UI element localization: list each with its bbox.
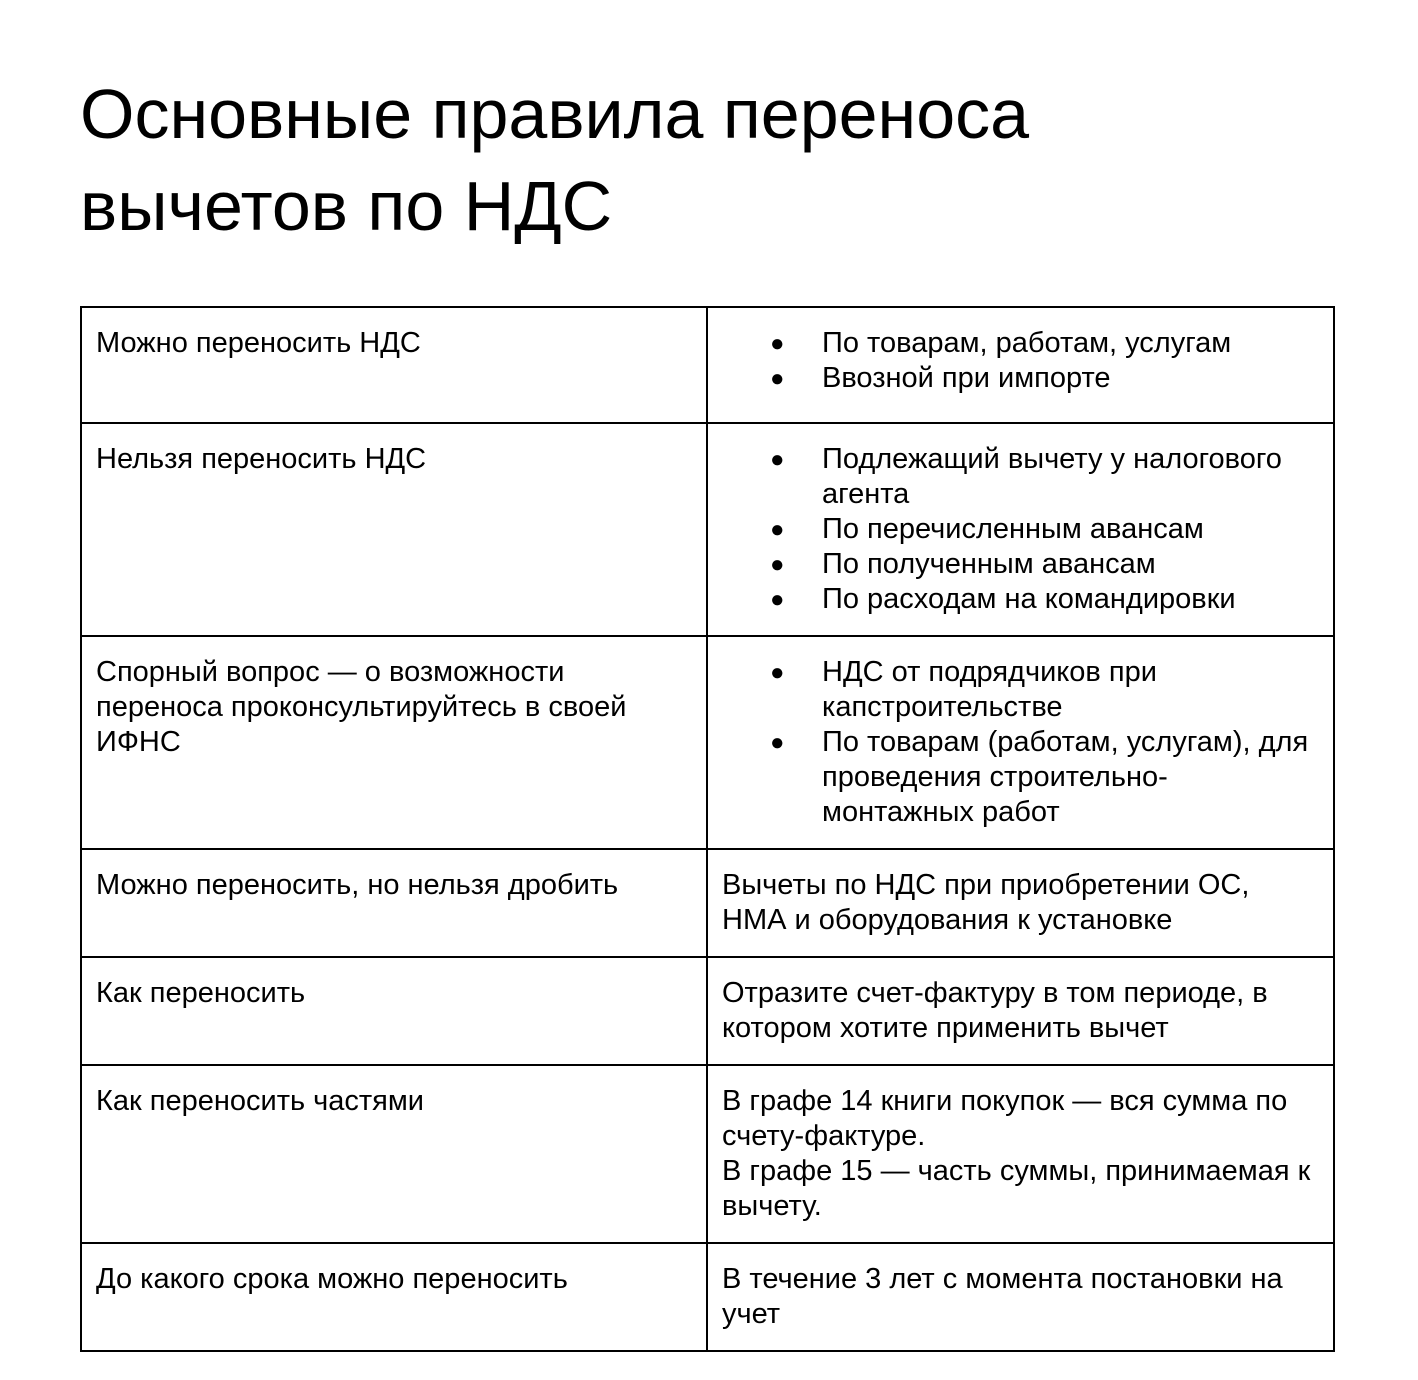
list-item: ● Ввозной при импорте [822, 361, 1319, 396]
list-item: ● По товарам, работам, услугам [822, 326, 1319, 361]
bullet-list [722, 326, 1319, 396]
list-item: ● Подлежащий вычету у налогового агента [822, 442, 1319, 512]
row-value: В течение 3 лет с момента постановки на учет [707, 1243, 1334, 1351]
table-row [81, 423, 1334, 636]
row-value [707, 423, 1334, 636]
row-label: Как переносить [81, 957, 707, 1065]
table-row [81, 1243, 1334, 1351]
page-title [80, 68, 1330, 252]
vat-rules-table [80, 306, 1335, 1352]
table-row [81, 849, 1334, 957]
value-line: В графе 14 книги покупок — вся сумма по счету-фактуре. [722, 1085, 1288, 1152]
list-item: ● НДС от подрядчиков при капстроительстве [822, 655, 1319, 725]
value-line: В графе 15 — часть суммы, принимаемая к вычету. [722, 1155, 1311, 1222]
list-item: ● По полученным авансам [822, 547, 1319, 582]
row-label: Можно переносить, но нельзя дробить [81, 849, 707, 957]
title-line-2: вычетов по НДС [80, 167, 613, 245]
row-label: Можно переносить НДС [81, 307, 707, 423]
list-item: ● По расходам на командировки [822, 582, 1319, 617]
list-item: ● По перечисленным авансам [822, 512, 1319, 547]
row-label: Спорный вопрос — о возможности переноса проконсультируйтесь в своей ИФНС [81, 636, 707, 849]
row-value [707, 636, 1334, 849]
row-value: Отразите счет-фактуру в том периоде, в котором хотите применить вычет [707, 957, 1334, 1065]
row-label: Как переносить частями [81, 1065, 707, 1243]
row-label: До какого срока можно переносить [81, 1243, 707, 1351]
list-item: ● По товарам (работам, услугам), для проведения строительно-монтажных работ [822, 725, 1319, 830]
bullet-list [722, 442, 1319, 617]
table-row [81, 636, 1334, 849]
table-row [81, 307, 1334, 423]
bullet-list [722, 655, 1319, 830]
row-value: Вычеты по НДС при приобретении ОС, НМА и оборудования к установке [707, 849, 1334, 957]
row-value [707, 307, 1334, 423]
title-line-1: Основные правила переноса [80, 75, 1030, 153]
row-label: Нельзя переносить НДС [81, 423, 707, 636]
table-row [81, 957, 1334, 1065]
row-value [707, 1065, 1334, 1243]
table-row [81, 1065, 1334, 1243]
